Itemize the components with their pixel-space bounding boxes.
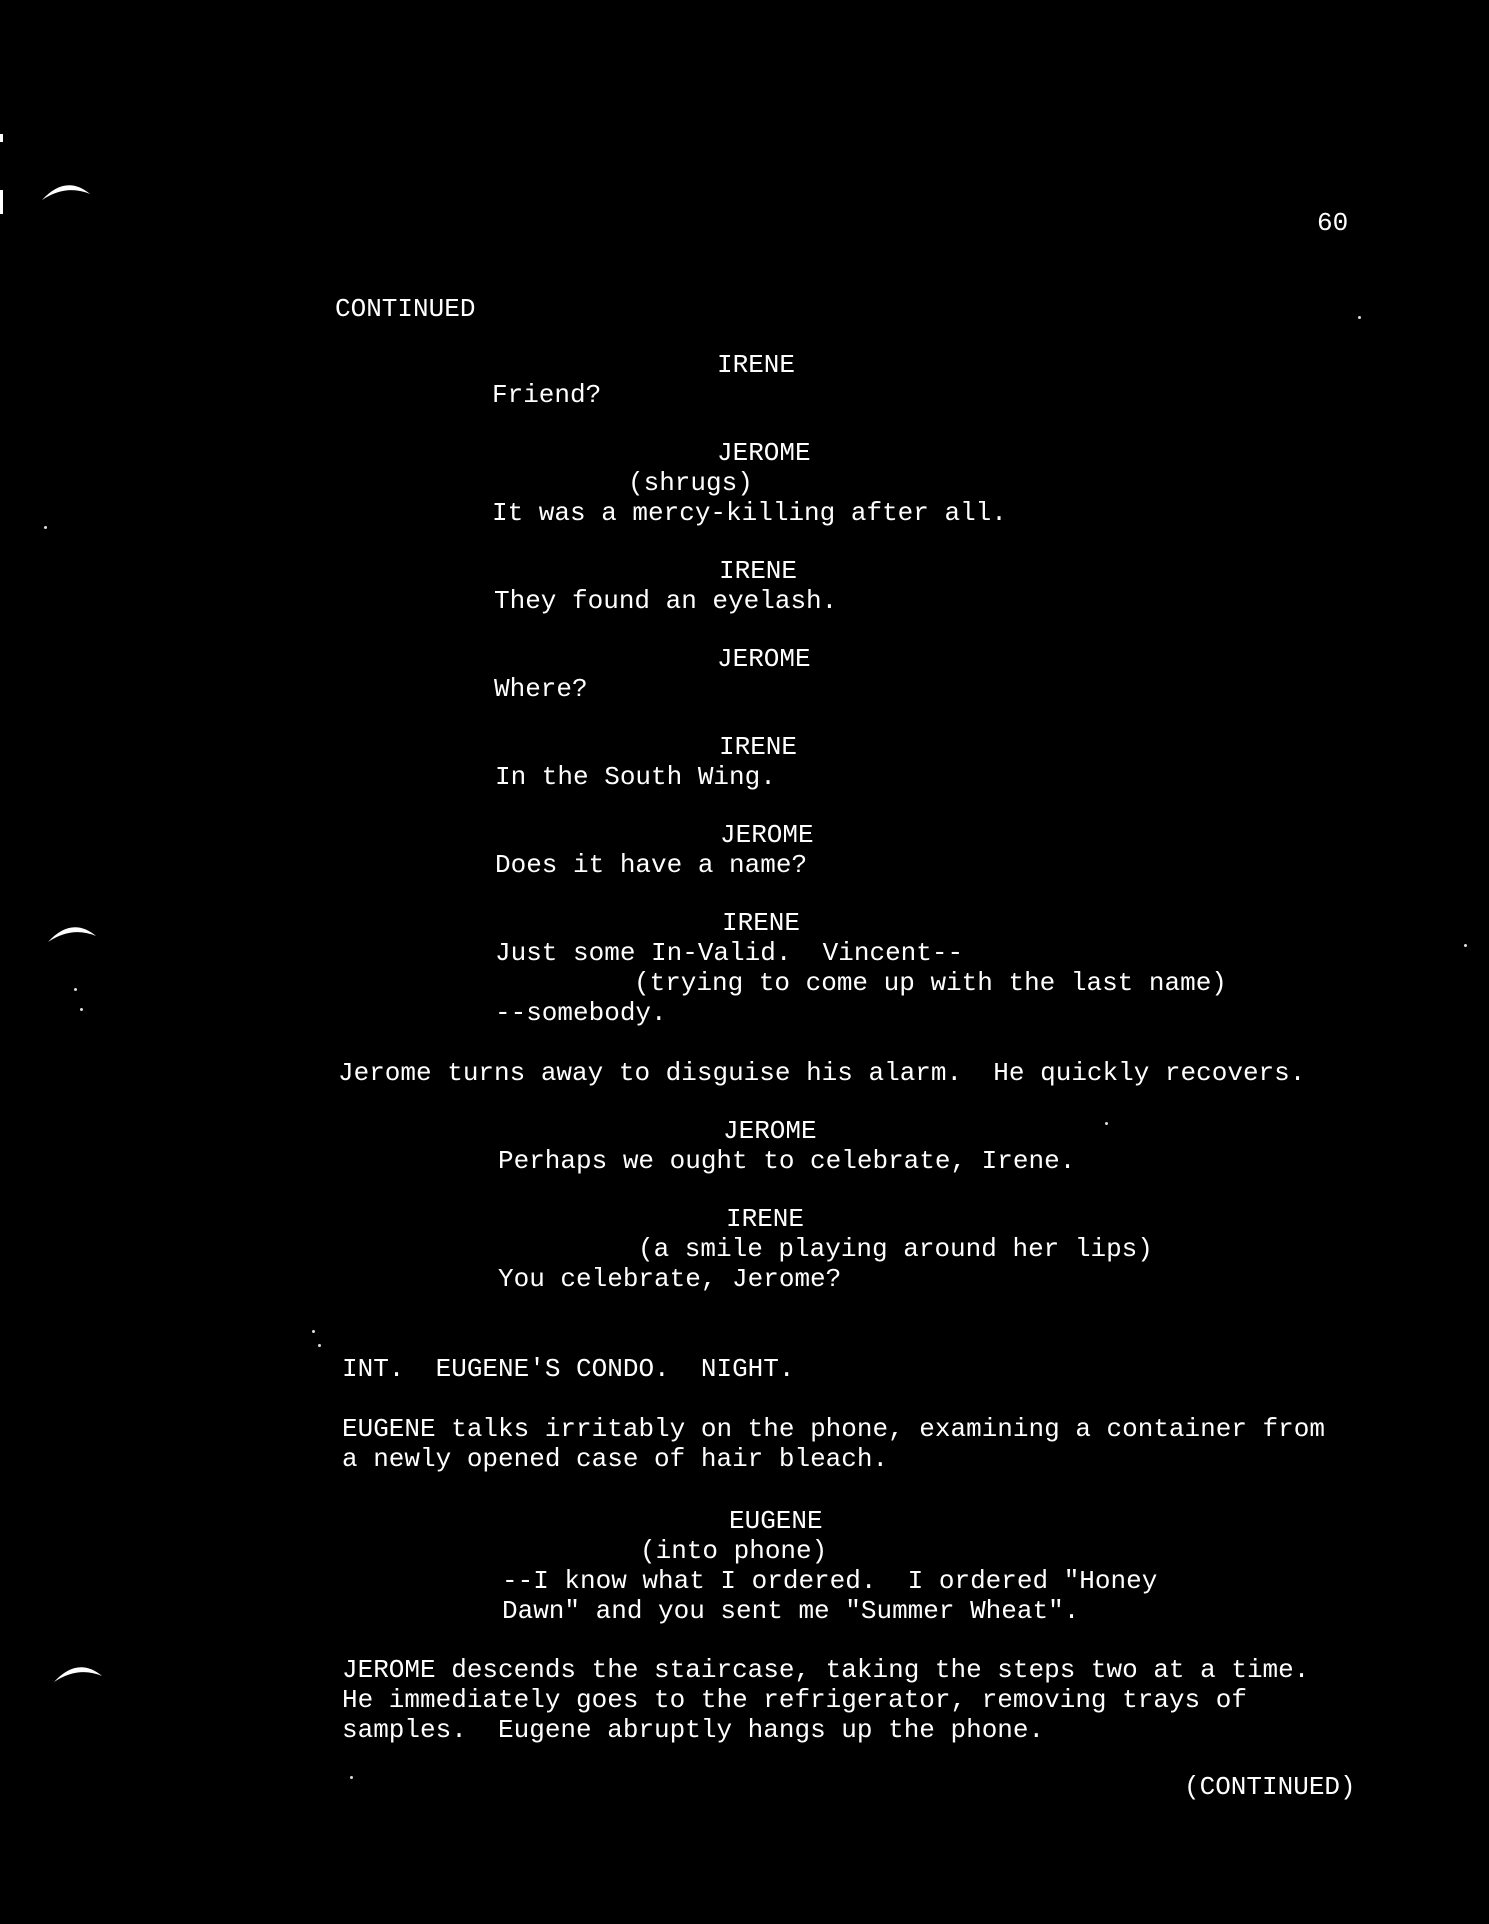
scan-speckle — [312, 1330, 315, 1333]
character-name: JEROME — [717, 438, 811, 468]
dialogue-line: It was a mercy-killing after all. — [492, 498, 1007, 528]
dialogue-line: Perhaps we ought to celebrate, Irene. — [498, 1146, 1076, 1176]
character-name: JEROME — [723, 1116, 817, 1146]
scan-speckle — [1105, 1122, 1108, 1125]
scan-edge-mark — [0, 190, 3, 214]
dialogue-line: --somebody. — [495, 998, 667, 1028]
dialogue-line: Friend? — [492, 380, 602, 410]
dialogue-line: In the South Wing. — [495, 762, 776, 792]
action-line: He immediately goes to the refrigerator, removing trays of — [342, 1685, 1247, 1715]
parenthetical: (into phone) — [640, 1536, 828, 1566]
character-name: IRENE — [719, 556, 798, 586]
dialogue-line: You celebrate, Jerome? — [498, 1264, 842, 1294]
character-name: JEROME — [717, 644, 811, 674]
binder-hole-mark-icon — [40, 180, 92, 202]
scan-speckle — [318, 1344, 321, 1347]
scan-speckle — [1464, 944, 1467, 947]
continued-footer: (CONTINUED) — [1184, 1772, 1356, 1802]
scan-edge-mark — [0, 134, 3, 142]
binder-hole-mark-icon — [52, 1662, 104, 1684]
character-name: IRENE — [726, 1204, 805, 1234]
parenthetical: (trying to come up with the last name) — [634, 968, 1227, 998]
parenthetical: (a smile playing around her lips) — [638, 1234, 1153, 1264]
scan-speckle — [44, 526, 47, 529]
dialogue-line: --I know what I ordered. I ordered "Honey — [502, 1566, 1158, 1596]
action-line: JEROME descends the staircase, taking the steps two at a time. — [342, 1655, 1310, 1685]
page-number: 60 — [1317, 208, 1349, 238]
action-line: a newly opened case of hair bleach. — [342, 1444, 889, 1474]
parenthetical: (shrugs) — [628, 468, 753, 498]
dialogue-line: Does it have a name? — [495, 850, 808, 880]
binder-hole-mark-icon — [46, 922, 98, 944]
character-name: IRENE — [717, 350, 796, 380]
scan-speckle — [350, 1776, 353, 1779]
continued-header: CONTINUED — [335, 294, 476, 324]
dialogue-line: Just some In-Valid. Vincent-- — [495, 938, 964, 968]
character-name: IRENE — [719, 732, 798, 762]
action-line: samples. Eugene abruptly hangs up the phone. — [342, 1715, 1045, 1745]
character-name: JEROME — [720, 820, 814, 850]
dialogue-line: Where? — [494, 674, 588, 704]
dialogue-line: Dawn" and you sent me "Summer Wheat". — [502, 1596, 1080, 1626]
scan-speckle — [80, 1008, 83, 1011]
scan-speckle — [74, 988, 77, 991]
scan-speckle — [1358, 316, 1361, 319]
character-name: EUGENE — [729, 1506, 823, 1536]
dialogue-line: They found an eyelash. — [494, 586, 838, 616]
action-line: Jerome turns away to disguise his alarm. He quickly recovers. — [338, 1058, 1306, 1088]
scene-heading: INT. EUGENE'S CONDO. NIGHT. — [342, 1354, 795, 1384]
action-line: EUGENE talks irritably on the phone, examining a container from — [342, 1414, 1325, 1444]
character-name: IRENE — [722, 908, 801, 938]
